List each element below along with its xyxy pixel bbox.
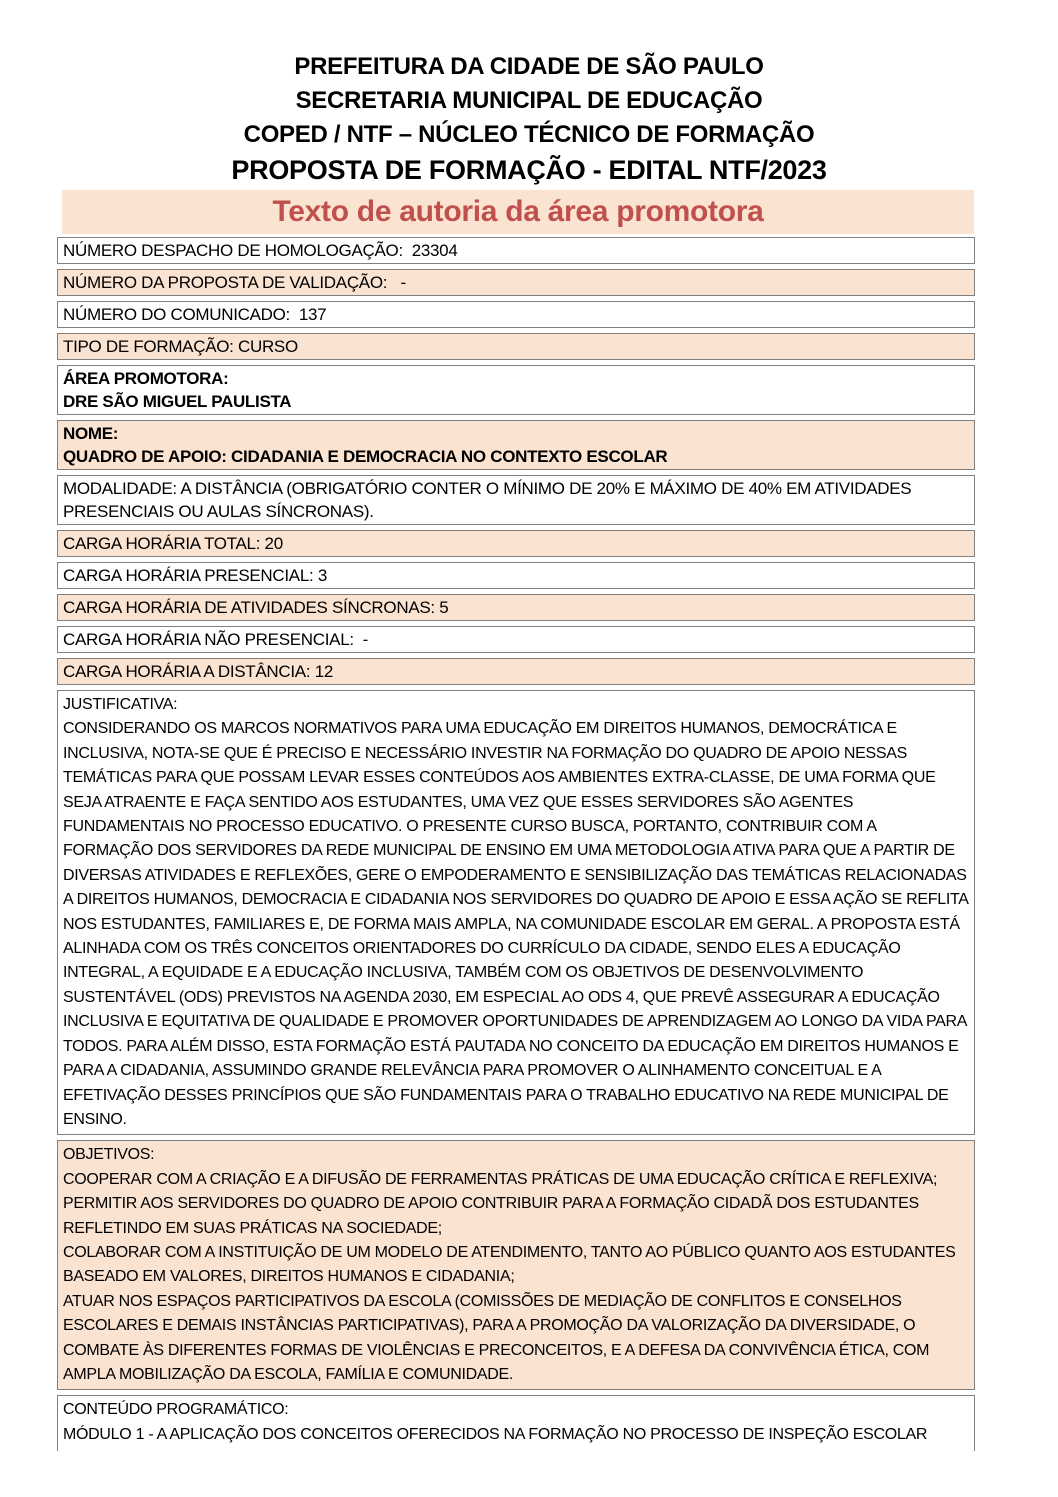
row-line: COLABORAR COM A INSTITUIÇÃO DE UM MODELO DE ATENDIMENTO, TANTO AO PÚBLICO QUANTO AOS ESTUDANTES BASEADO EM VALORES, DIREITOS HUMANOS E CIDADANIA;	[63, 1243, 960, 1286]
row-line: CARGA HORÁRIA DE ATIVIDADES SÍNCRONAS: 5	[63, 598, 449, 617]
department-name: SECRETARIA MUNICIPAL DE EDUCAÇÃO	[295, 87, 763, 114]
row-line: CARGA HORÁRIA A DISTÂNCIA: 12	[63, 662, 333, 681]
row-line: CONSIDERANDO OS MARCOS NORMATIVOS PARA UMA EDUCAÇÃO EM DIREITOS HUMANOS, DEMOCRÁTICA E INCLUSIVA, NOTA-SE QUE É PRECISO E NECESSÁRIO INVESTIR NA FORMAÇÃO DO QUADRO DE APOIO NESSAS TEMÁTICAS PARA QUE POSSAM LEVAR ESSES CONTEÚDOS AOS AMBIENTES EXTRA-CLASSE, DE UMA FORMA QUE SEJA ATRAENTE E FAÇA SENTIDO AOS ESTUDANTES, UMA VEZ QUE ESSES SERVIDORES SÃO AGENTES FUNDAMENTAIS NO PROCESSO EDUCATIVO. O PRESENTE CURSO BUSCA, PORTANTO, CONTRIBUIR COM A FORMAÇÃO DOS SERVIDORES DA REDE MUNICIPAL DE ENSINO EM UMA METODOLOGIA ATIVA PARA QUE A PARTIR DE DIVERSAS ATIVIDADES E REFLEXÕES, GERE O EMPODERAMENTO E SENSIBILIZAÇÃO DAS TEMÁTICAS RELACIONADAS A DIREITOS HUMANOS, DEMOCRACIA E CIDADANIA NOS SERVIDORES DO QUADRO DE APOIO E ESSA AÇÃO SE REFLITA NOS ESTUDANTES, FAMILIARES E, DE FORMA MAIS AMPLA, NA COMUNIDADE ESCOLAR EM GERAL. A PROPOSTA ESTÁ ALINHADA COM OS TRÊS CONCEITOS ORIENTADORES DO CURRÍCULO DA CIDADE, SENDO ELES A EDUCAÇÃO INTEGRAL, A EQUIDADE E A EDUCAÇÃO INCLUSIVA, TAMBÉM COM OS OBJETIVOS DE DESENVOLVIMENTO SUSTENTÁVEL (ODS) PREVISTOS NA AGENDA 2030, EM ESPECIAL AO ODS 4, QUE PREVÊ ASSEGURAR A EDUCAÇÃO INCLUSIVA E EQUITATIVA DE QUALIDADE E PROMOVER OPORTUNIDADES DE APRENDIZAGEM AO LONGO DA VIDA PARA TODOS. PARA ALÉM DISSO, ESTA FORMAÇÃO ESTÁ PAUTADA NO CONCEITO DA EDUCAÇÃO EM DIREITOS HUMANOS E PARA A CIDADANIA, ASSUMINDO GRANDE RELEVÂNCIA PARA PROMOVER O ALINHAMENTO CONCEITUAL E A EFETIVAÇÃO DESSES PRINCÍPIOS QUE SÃO FUNDAMENTAIS PARA O TRABALHO EDUCATIVO NA REDE MUNICIPAL DE ENSINO.	[63, 720, 972, 1128]
document-title: PROPOSTA DE FORMAÇÃO - EDITAL NTF/2023	[231, 155, 827, 185]
row-numero-despacho-homologacao	[57, 237, 975, 264]
row-line: MÓDULO 1 - A APLICAÇÃO DOS CONCEITOS OFERECIDOS NA FORMAÇÃO NO PROCESSO DE INSPEÇÃO ESCOLAR	[63, 1425, 928, 1443]
row-nome	[57, 420, 975, 470]
row-carga-horaria-presencial	[57, 562, 975, 589]
row-carga-horaria-nao-presencial	[57, 626, 975, 653]
row-line: ÁREA PROMOTORA:	[63, 369, 229, 388]
row-line: DRE SÃO MIGUEL PAULISTA	[63, 392, 292, 411]
row-area-promotora	[57, 365, 975, 415]
row-numero-proposta-validacao	[57, 269, 975, 296]
row-line: NOME:	[63, 424, 119, 443]
row-line: COOPERAR COM A CRIAÇÃO E A DIFUSÃO DE FERRAMENTAS PRÁTICAS DE UMA EDUCAÇÃO CRÍTICA E REFLEXIVA;	[63, 1170, 938, 1188]
org-name: PREFEITURA DA CIDADE DE SÃO PAULO	[294, 53, 764, 80]
row-line: CARGA HORÁRIA NÃO PRESENCIAL: -	[63, 630, 368, 649]
row-line: ATUAR NOS ESPAÇOS PARTICIPATIVOS DA ESCOLA (COMISSÕES DE MEDIAÇÃO DE CONFLITOS E CONSELHOS ESCOLARES E DEMAIS INSTÂNCIAS PARTICIPATIVAS), PARA A PROMOÇÃO DA VALORIZAÇÃO DA DIVERSIDADE, O COMBATE ÀS DIFERENTES FORMAS DE VIOLÊNCIAS E PRECONCEITOS, E A DEFESA DA CONVIVÊNCIA ÉTICA, COM AMPLA MOBILIZAÇÃO DA ESCOLA, FAMÍLIA E COMUNIDADE.	[63, 1292, 933, 1383]
info-table	[57, 237, 975, 1451]
authorship-banner: Texto de autoria da área promotora	[62, 190, 974, 234]
row-objetivos	[57, 1140, 975, 1390]
row-line: OBJETIVOS:	[63, 1146, 155, 1164]
document-header	[0, 0, 1058, 188]
row-line: JUSTIFICATIVA:	[63, 696, 178, 713]
row-carga-horaria-a-distancia	[57, 658, 975, 685]
row-line: MODALIDADE: A DISTÂNCIA (OBRIGATÓRIO CONTER O MÍNIMO DE 20% E MÁXIMO DE 40% EM ATIVIDADES PRESENCIAIS OU AULAS SÍNCRONAS).	[63, 479, 916, 521]
division-name: COPED / NTF – NÚCLEO TÉCNICO DE FORMAÇÃO	[243, 121, 815, 148]
row-line: NÚMERO DESPACHO DE HOMOLOGAÇÃO: 23304	[63, 241, 458, 260]
row-line: CONTEÚDO PROGRAMÁTICO:	[63, 1401, 289, 1419]
row-conteudo-programatico	[57, 1395, 975, 1451]
row-modalidade	[57, 475, 975, 525]
row-line: PERMITIR AOS SERVIDORES DO QUADRO DE APOIO CONTRIBUIR PARA A FORMAÇÃO CIDADÃ DOS ESTUDANTES REFLETINDO EM SUAS PRÁTICAS NA SOCIEDADE;	[63, 1195, 923, 1237]
row-line: CARGA HORÁRIA TOTAL: 20	[63, 534, 283, 553]
row-line: NÚMERO DA PROPOSTA DE VALIDAÇÃO: -	[63, 273, 406, 292]
row-line: NÚMERO DO COMUNICADO: 137	[63, 305, 327, 324]
row-carga-horaria-total	[57, 530, 975, 557]
row-tipo-formacao	[57, 333, 975, 360]
row-line: QUADRO DE APOIO: CIDADANIA E DEMOCRACIA NO CONTEXTO ESCOLAR	[63, 447, 668, 466]
row-line: CARGA HORÁRIA PRESENCIAL: 3	[63, 566, 327, 585]
row-numero-comunicado	[57, 301, 975, 328]
row-line: TIPO DE FORMAÇÃO: CURSO	[63, 337, 298, 356]
row-carga-horaria-atividades-sincronas	[57, 594, 975, 621]
row-justificativa	[57, 690, 975, 1135]
